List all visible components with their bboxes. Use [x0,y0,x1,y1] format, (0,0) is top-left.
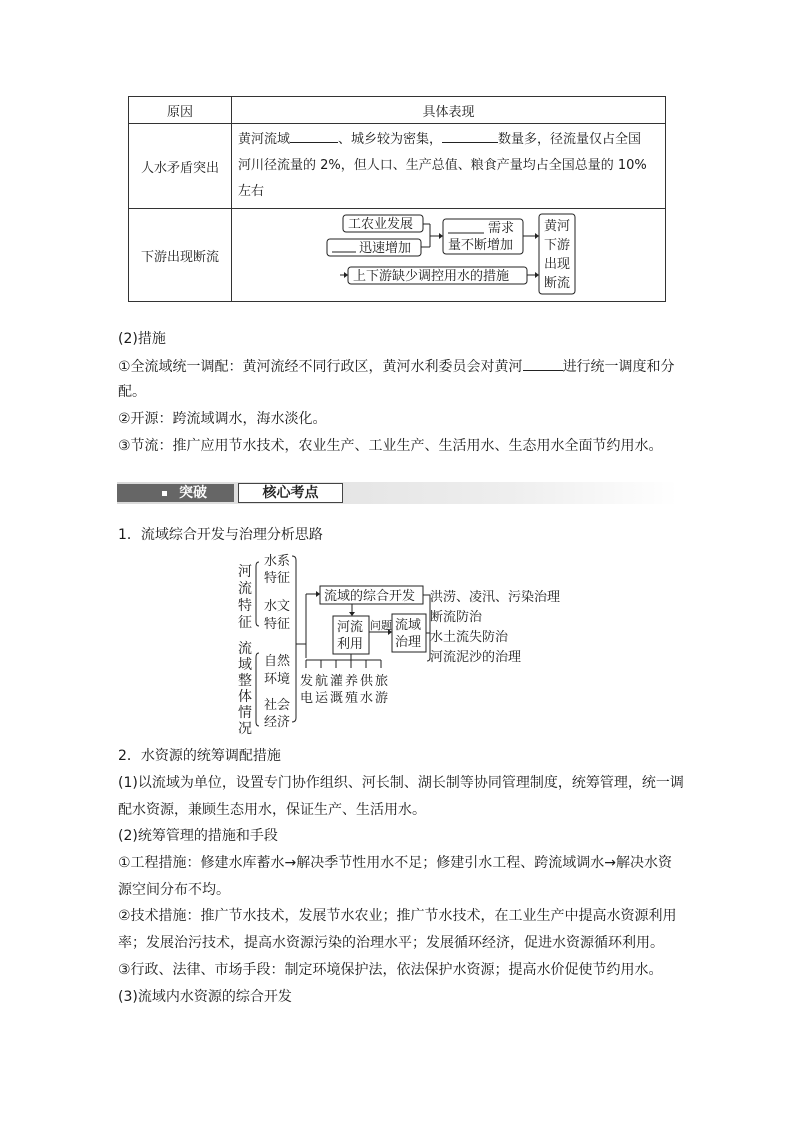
label-utilization-1: 河流 [337,620,364,635]
use-tourism: 旅 [375,674,389,689]
water-system-2: 特征 [264,571,291,586]
river-features-char: 流 [238,581,252,597]
analysis-diagram [230,548,560,738]
basin-char: 情 [238,705,252,721]
governance-item: 河流泥沙的治理 [430,650,522,665]
label-comprehensive-dev: 流域的综合开发 [324,589,416,604]
use-supply: 供 [360,674,374,689]
label-growth: 迅速增加 [359,241,412,256]
label-utilization-2: 利用 [337,637,364,652]
row2-diagram-cell [232,209,666,302]
basin-char: 体 [238,689,252,705]
section2-p4a: ②技术措施：推广节水技术，发展节水农业；推广节水技术，在工业生产中提高水资源利用 [118,908,677,924]
label-governance-2: 治理 [395,635,422,650]
square-bullet-icon [162,491,167,496]
table-row [129,209,666,302]
measures-item2: ②开源：跨流域调水，海水淡化。 [118,411,327,427]
socio-econ-1: 社会 [264,698,291,713]
hydrology-2: 特征 [264,617,291,632]
use-aquaculture: 养 [345,674,359,689]
river-features-char: 河 [238,564,252,580]
fill-blank[interactable] [290,128,338,143]
table-header-detail: 具体表现 [232,97,666,124]
label-demand-2: 量不断增加 [448,238,514,253]
section2-p5: ③行政、法律、市场手段：制定环境保护法，依法保护水资源；提高水价促使节约用水。 [118,962,663,978]
socio-econ-2: 经济 [264,715,291,730]
section2-p1a: (1)以流域为单位，设置专门协作组织、河长制、湖长制等协同管理制度，统筹管理，统一调 [118,775,684,791]
cutoff-flow-diagram [232,209,667,302]
governance-item: 断流防治 [430,610,483,625]
use-aquaculture: 殖 [345,691,359,706]
natural-env-1: 自然 [264,654,291,669]
banner-left: 突破 [117,484,234,502]
cause-table [128,96,666,302]
use-power: 发 [300,674,314,689]
basin-char: 域 [238,657,252,673]
label-problem: 问题 [370,619,392,632]
water-system-1: 水系 [264,554,291,569]
basin-char: 整 [238,673,252,689]
use-irrigation: 溉 [330,691,344,706]
measures-item3: ③节流：推广应用节水技术，农业生产、工业生产、生活用水、生态用水全面节约用水。 [118,438,663,454]
label-measures: 上下游缺少调控用水的措施 [353,269,510,284]
row2-reason: 下游出现断流 [129,209,232,302]
natural-env-2: 环境 [264,672,291,687]
measures-title: (2)措施 [118,331,166,347]
use-supply: 水 [360,691,374,706]
result-1: 黄河 [544,219,571,234]
fill-blank[interactable] [442,128,498,143]
result-2: 下游 [544,238,571,253]
use-tourism: 游 [375,691,389,706]
table-header-reason: 原因 [129,97,232,124]
section2-p2: (2)统筹管理的措施和手段 [118,828,278,844]
banner-right: 核心考点 [238,483,343,503]
use-power: 电 [300,691,314,706]
use-shipping: 运 [315,691,329,706]
section2-p3a: ①工程措施：修建水库蓄水→解决季节性用水不足；修建引水工程、跨流域调水→解决水资 [118,855,673,871]
basin-char: 流 [238,641,252,657]
row1-detail [232,124,666,209]
section2-p4b: 率；发展治污技术，提高水资源污染的治理水平；发展循环经济，促进水资源循环利用。 [118,935,664,951]
table-row [129,124,666,209]
result-4: 断流 [544,276,571,291]
fill-blank[interactable] [523,356,563,371]
result-3: 出现 [544,257,571,272]
section-banner [117,482,678,504]
measures-item1-cont: 配。 [118,384,146,400]
use-irrigation: 灌 [330,674,344,689]
river-features-char: 特 [238,598,252,614]
label-industry: 工农业发展 [348,217,414,232]
governance-item: 洪涝、凌汛、污染治理 [430,590,560,605]
section2-p1b: 配水资源，兼顾生态用水，保证生产、生活用水。 [118,802,426,818]
river-features-char: 征 [238,615,252,631]
label-governance-1: 流域 [395,618,422,633]
section1-title: 1．流域综合开发与治理分析思路 [118,527,323,543]
row1-line2: 河川径流量的 2%，但人口、生产总值、粮食产量均占全国总量的 10% [238,158,647,173]
row1-line1: 黄河流域 、城乡较为密集， 数量多，径流量仅占全国 [238,127,659,153]
basin-char: 况 [238,721,252,737]
section2-p3b: 源空间分布不均。 [118,882,230,898]
section2-p6: (3)流域内水资源的综合开发 [118,989,292,1005]
row1-line3: 左右 [238,184,265,199]
measures-item1: ①全流域统一调配：黄河流经不同行政区，黄河水利委员会对黄河 进行统一调度和分 [118,356,675,377]
use-shipping: 航 [315,674,329,689]
governance-item: 水土流失防治 [430,630,509,645]
hydrology-1: 水文 [264,599,291,614]
section2-title: 2．水资源的统筹调配措施 [118,748,281,764]
label-demand-1: 需求 [488,221,515,236]
row1-reason: 人水矛盾突出 [129,124,232,209]
